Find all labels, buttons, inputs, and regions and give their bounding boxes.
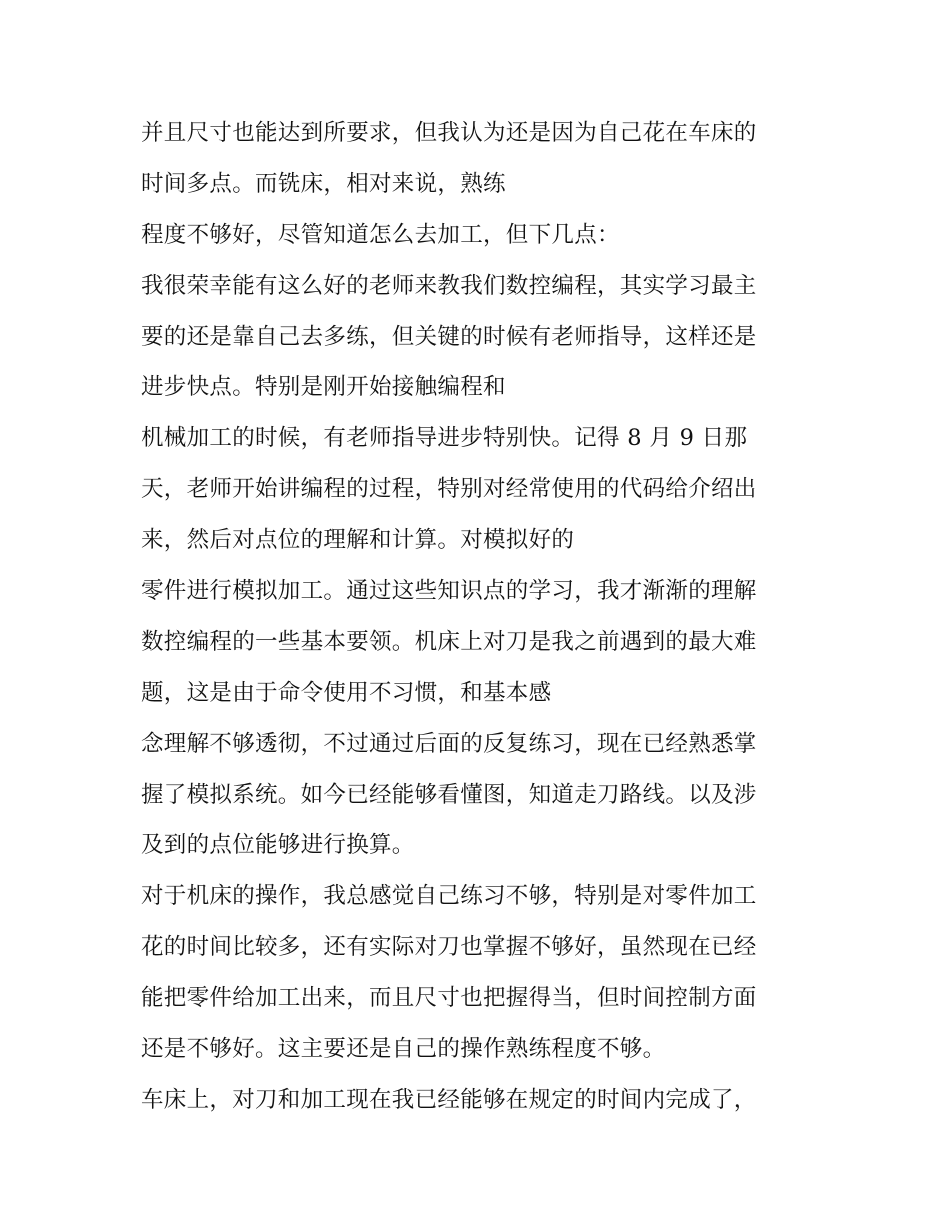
body-text [141, 108, 821, 1126]
text-line: 数控编程的一些基本要领。机床上对刀是我之前遇到的最大难 [141, 628, 757, 655]
text-line: 及到的点位能够进行换算。 [141, 832, 415, 859]
text-line: 我很荣幸能有这么好的老师来教我们数控编程，其实学习最主 [141, 272, 757, 299]
text-line: 来，然后对点位的理解和计算。对模拟好的 [141, 527, 575, 554]
text-line: 并且尺寸也能达到所要求，但我认为还是因为自己花在车床的 [141, 120, 757, 146]
text-line: 机械加工的时候，有老师指导进步特别快。记得 8 月 9 日那 [141, 425, 748, 452]
text-line: 进步快点。特别是刚开始接触编程和 [141, 374, 506, 401]
text-line: 还是不够好。这主要还是自己的操作熟练程度不够。 [141, 1036, 666, 1063]
text-line: 花的时间比较多，还有实际对刀也掌握不够好，虽然现在已经 [141, 934, 757, 961]
text-line: 时间多点。而铣床，相对来说，熟练 [141, 170, 506, 197]
text-line: 握了模拟系统。如今已经能够看懂图，知道走刀路线。以及涉 [141, 781, 757, 808]
text-line: 念理解不够透彻，不过通过后面的反复练习，现在已经熟悉掌 [141, 730, 757, 757]
text-line: 车床上，对刀和加工现在我已经能够在规定的时间内完成了， [141, 1086, 757, 1113]
text-line: 零件进行模拟加工。通过这些知识点的学习，我才渐渐的理解 [141, 578, 757, 605]
text-line: 程度不够好，尽管知道怎么去加工，但下几点： [141, 221, 620, 248]
text-line: 对于机床的操作，我总感觉自己练习不够，特别是对零件加工 [141, 883, 757, 910]
text-line: 天，老师开始讲编程的过程，特别对经常使用的代码给介绍出 [141, 476, 757, 503]
text-line: 能把零件给加工出来，而且尺寸也把握得当，但时间控制方面 [141, 985, 757, 1012]
text-line: 题，这是由于命令使用不习惯，和基本感 [141, 679, 552, 706]
text-line: 要的还是靠自己去多练，但关键的时候有老师指导，这样还是 [141, 323, 757, 350]
